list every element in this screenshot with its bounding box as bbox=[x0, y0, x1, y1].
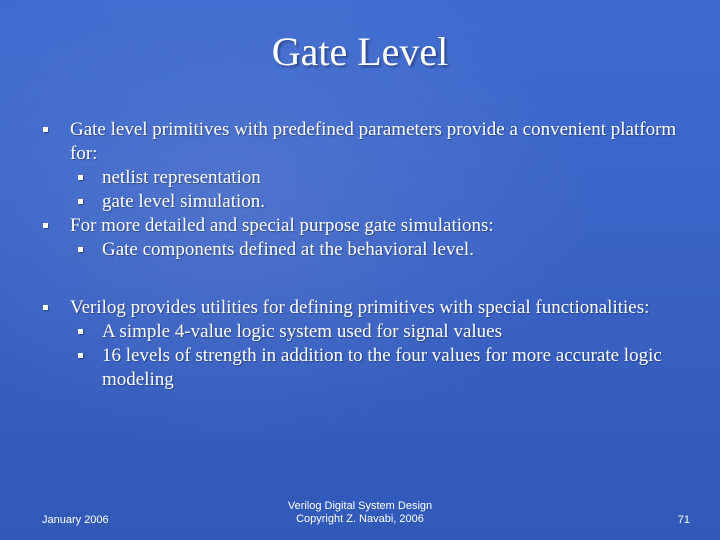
slide-title: Gate Level bbox=[271, 29, 449, 74]
sub-bullet-text: gate level simulation. bbox=[102, 191, 266, 212]
slide-body bbox=[40, 118, 680, 392]
sub-bullet-item bbox=[40, 344, 680, 392]
sub-bullet-text: Gate components defined at the behavioral level. bbox=[102, 239, 474, 260]
square-bullet-icon bbox=[43, 223, 48, 228]
bullet-item bbox=[40, 296, 680, 320]
bullet-text: Gate level primitives with predefined parameters provide a convenient platform for: bbox=[70, 119, 677, 164]
square-bullet-icon bbox=[78, 353, 83, 358]
footer-copyright bbox=[250, 500, 470, 526]
sub-bullet-item bbox=[40, 190, 680, 214]
square-bullet-icon bbox=[78, 199, 83, 204]
square-bullet-icon bbox=[78, 329, 83, 334]
page-number: 71 bbox=[677, 514, 690, 526]
square-bullet-icon bbox=[78, 247, 83, 252]
sub-bullet-text: 16 levels of strength in addition to the four values for more accurate logic modeling bbox=[102, 345, 662, 390]
square-bullet-icon bbox=[78, 175, 83, 180]
square-bullet-icon bbox=[43, 127, 48, 132]
sub-bullet-text: netlist representation bbox=[102, 167, 261, 188]
bullet-text: Verilog provides utilities for defining primitives with special functionalities: bbox=[70, 297, 650, 318]
sub-bullet-item bbox=[40, 320, 680, 344]
bullet-item bbox=[40, 214, 680, 238]
sub-bullet-item bbox=[40, 238, 680, 262]
bullet-text: For more detailed and special purpose gate simulations: bbox=[70, 215, 494, 236]
footer-center-line2: Copyright Z. Navabi, 2006 bbox=[296, 513, 424, 525]
sub-bullet-text: A simple 4-value logic system used for signal values bbox=[102, 321, 502, 342]
spacer bbox=[40, 262, 680, 296]
bullet-item bbox=[40, 118, 680, 166]
footer-center-line1: Verilog Digital System Design bbox=[287, 500, 433, 512]
footer-date: January 2006 bbox=[42, 514, 109, 526]
square-bullet-icon bbox=[43, 305, 48, 310]
sub-bullet-item bbox=[40, 166, 680, 190]
